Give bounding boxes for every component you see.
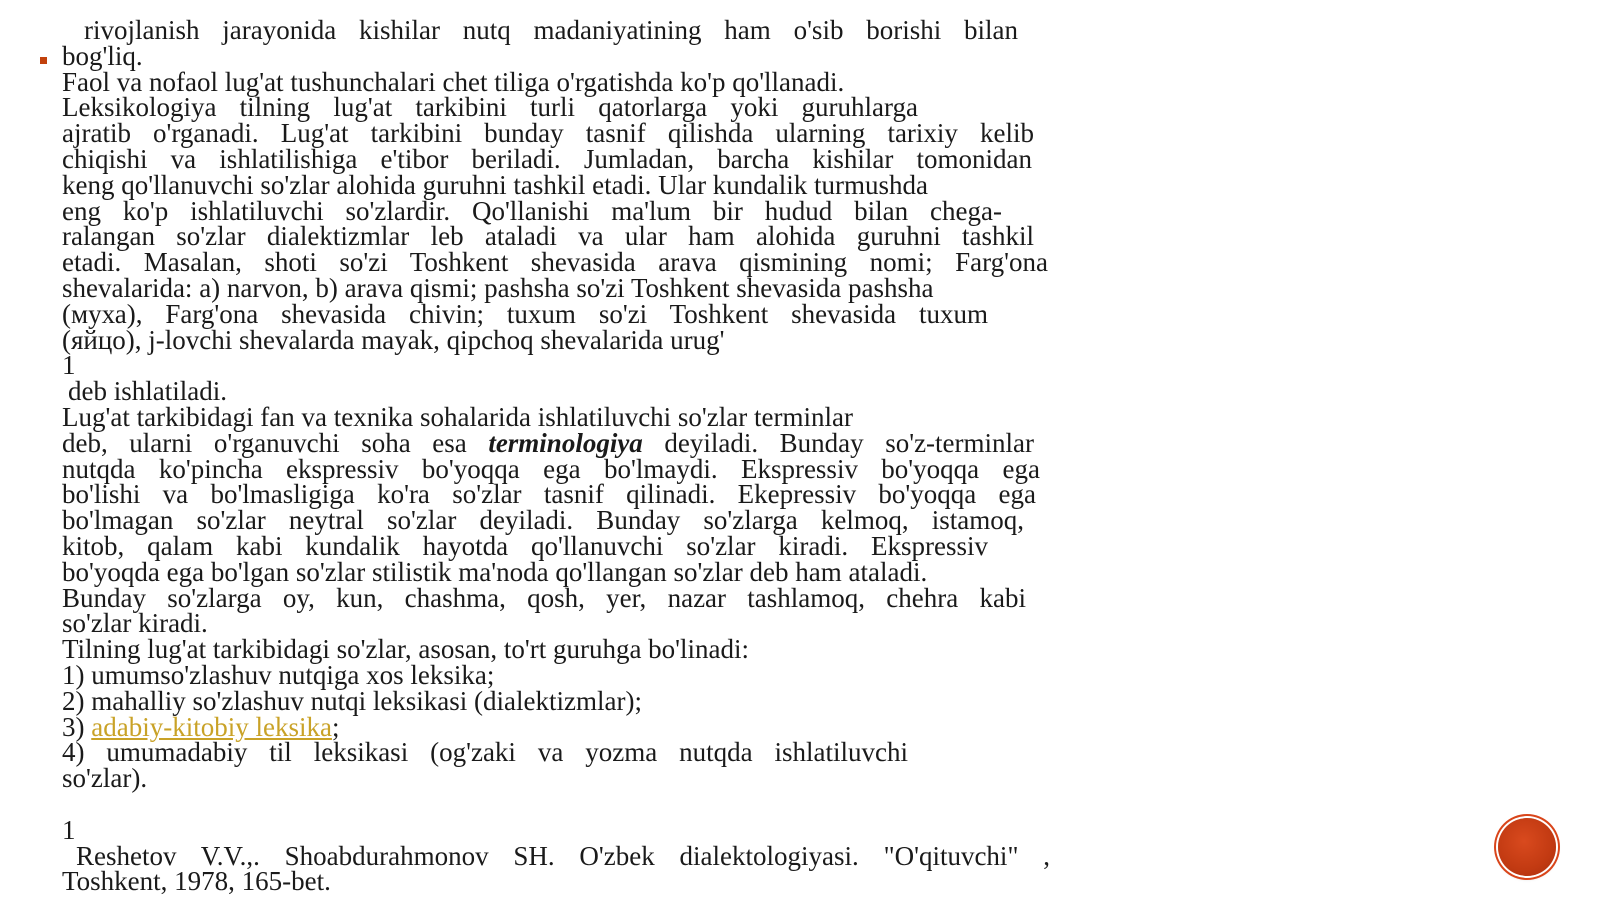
list-item-number: 3) — [62, 711, 85, 742]
paragraph2-line: keng qo'llanuvchi so'zlar alohida guruhni tashkil etadi. Ular kundalik turmushda — [62, 169, 929, 200]
footnote-line: Toshkent, 1978, 165-bet. — [62, 866, 331, 897]
list-item: 2) mahalliy so'zlashuv nutqi leksikasi (dialektizmlar); — [62, 685, 642, 716]
slide-text-body — [62, 15, 1072, 897]
paragraph2-line: ralangan so'zlar dialektizmlar leb ataladi va ular ham alohida guruhni tashkil — [62, 221, 1034, 252]
list-intro: Tilning lug'at tarkibidagi so'zlar, asosan, to'rt guruhga bo'linadi: — [62, 634, 750, 665]
footnote-reference: 1 — [62, 350, 76, 381]
paragraph3-line: Bunday so'zlarga oy, kun, chashma, qosh, yer, nazar tashlamoq, chehra kabi — [62, 582, 1026, 613]
paragraph2-line: ajratib o'rganadi. Lug'at tarkibini bunday tasnif qilishda ularning tarixiy kelib — [62, 118, 1034, 149]
paragraph3-text: deyiladi. Bunday so'z-terminlar — [664, 427, 1035, 458]
term-terminologiya: terminologiya — [488, 427, 643, 458]
paragraph3-line: kitob, qalam kabi kundalik hayotda qo'llanuvchi so'zlar kiradi. Ekspressiv — [62, 530, 988, 561]
footnote-number: 1 — [62, 814, 76, 845]
paragraph2-line: Leksikologiya tilning lug'at tarkibini turli qatorlarga yoki guruhlarga — [62, 92, 918, 123]
paragraph1-line: bog'liq. — [62, 40, 143, 71]
list-item: 4) umumadabiy til leksikasi (og'zaki va yozma nutqda ishlatiluvchi — [62, 737, 908, 768]
paragraph2-line: (муха), Farg'ona shevasida chivin; tuxum so'zi Toshkent shevasida tuxum — [62, 298, 988, 329]
slide-nav-button[interactable] — [1498, 818, 1556, 876]
paragraph2-line: chiqishi va ishlatilishiga e'tibor beriladi. Jumladan, barcha kishilar tomonidan — [62, 143, 1032, 174]
paragraph2-line: Faol va nofaol lug'at tushunchalari chet tiliga o'rgatishda ko'p qo'llanadi. — [62, 66, 845, 97]
paragraph3-line: bo'yoqda ega bo'lgan so'zlar stilistik ma'noda qo'llangan so'zlar deb ham ataladi. — [62, 556, 928, 587]
paragraph2-line: deb ishlatiladi. — [68, 376, 227, 407]
paragraph3-line: nutqda ko'pincha ekspressiv bo'yoqqa ega bo'lmaydi. Ekspressiv bo'yoqqa ega — [62, 453, 1040, 484]
paragraph1-line: rivojlanish jarayonida kishilar nutq madaniyatining ham o'sib borishi bilan — [84, 15, 1018, 45]
adabiy-kitobiy-leksika-link[interactable]: adabiy-kitobiy leksika — [91, 711, 332, 742]
paragraph3-line: Lug'at tarkibidagi fan va texnika sohalarida ishlatiluvchi so'zlar terminlar — [62, 401, 853, 432]
paragraph2-line: (яйцо), j-lovchi shevalarda mayak, qipchoq shevalarida urug' — [62, 324, 725, 355]
blank-line — [62, 792, 1072, 818]
paragraph3-line: bo'lmagan so'zlar neytral so'zlar deyiladi. Bunday so'zlarga kelmoq, istamoq, — [62, 505, 1024, 536]
bullet-marker — [40, 57, 47, 64]
paragraph3-text: deb, ularni o'rganuvchi soha esa — [62, 427, 467, 458]
paragraph2-line: eng ko'p ishlatiluvchi so'zlardir. Qo'llanishi ma'lum bir hudud bilan chega- — [62, 195, 1002, 226]
paragraph2-line: etadi. Masalan, shoti so'zi Toshkent shevasida arava qismining nomi; Farg'ona — [62, 247, 1048, 278]
paragraph2-line: shevalarida: a) narvon, b) arava qismi; pashsha so'zi Toshkent shevasida pashsha — [62, 272, 934, 303]
list-item: so'zlar). — [62, 763, 148, 794]
footnote-line: Reshetov V.V.,. Shoabdurahmonov SH. O'zbek dialektologiyasi. "O'qituvchi" , — [76, 840, 1050, 871]
list-item-end: ; — [331, 711, 340, 742]
paragraph3-line: so'zlar kiradi. — [62, 608, 208, 639]
list-item: 1) umumso'zlashuv nutqiga xos leksika; — [62, 659, 495, 690]
paragraph3-line: bo'lishi va bo'lmasligiga ko'ra so'zlar tasnif qilinadi. Ekepressiv bo'yoqqa ega — [62, 479, 1036, 510]
paragraph3-line — [62, 427, 1035, 458]
